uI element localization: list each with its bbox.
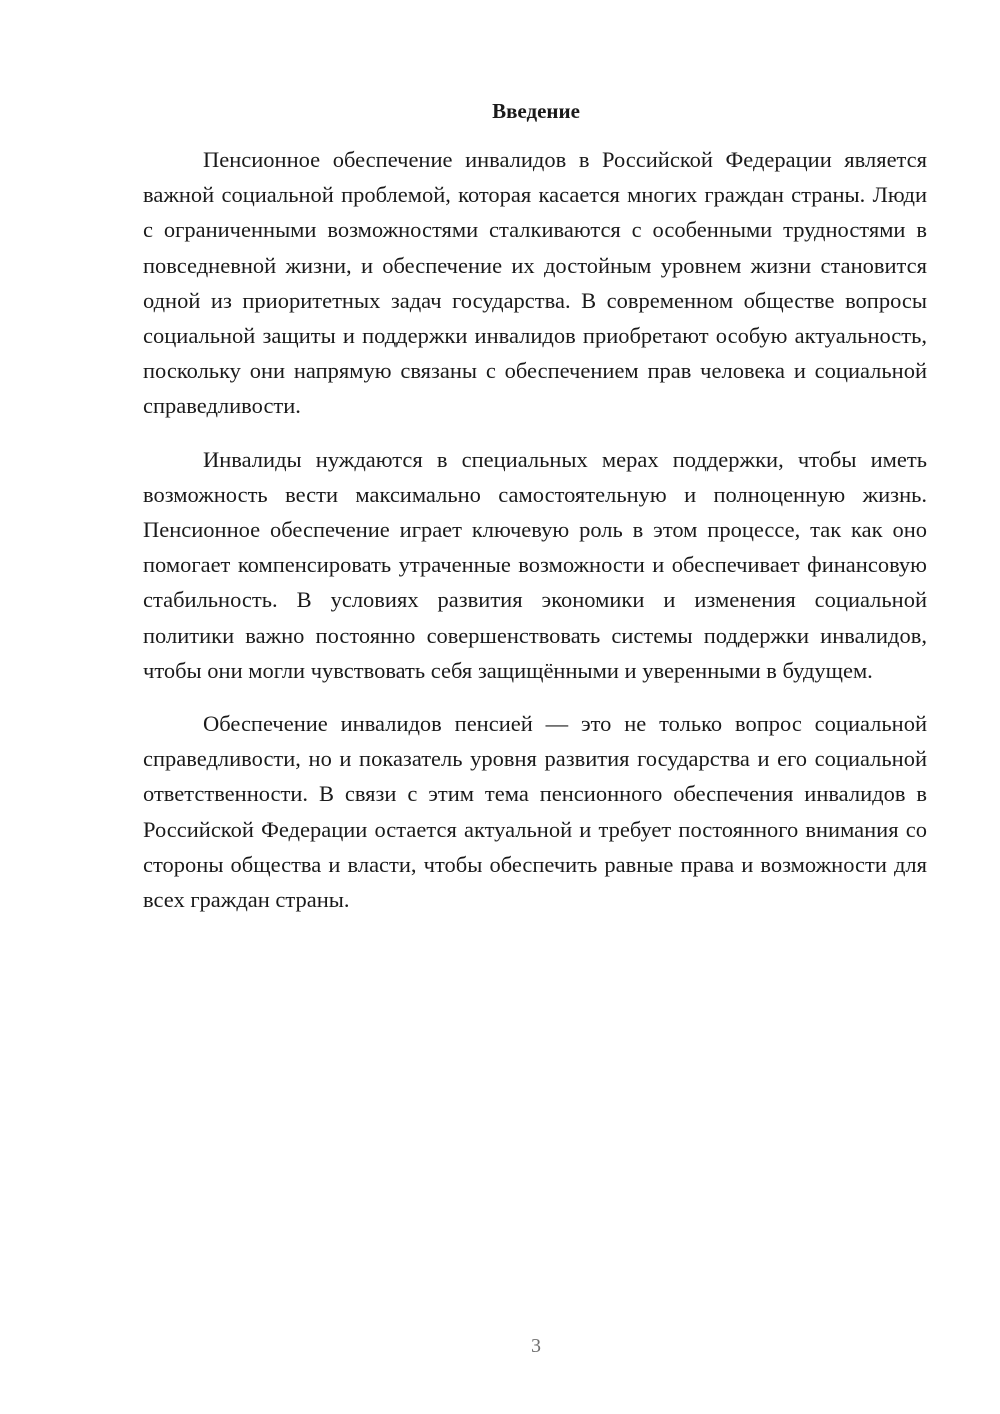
page-title: Введение: [492, 99, 580, 123]
document-body: [143, 142, 927, 935]
paragraph-3: Обеспечение инвалидов пенсией — это не только вопрос социальной справедливости, но и показатель уровня развития государства и его социальной ответственности. В связи с этим тема пенсионного обеспечения инвалидов в Российской Федерации остается актуальной и требует постоянного внимания со стороны общества и власти, чтобы обеспечить равные права и возможности для всех граждан страны.: [143, 711, 927, 913]
paragraph-2: Инвалиды нуждаются в специальных мерах поддержки, чтобы иметь возможность вести максимально самостоятельную и полноценную жизнь. Пенсионное обеспечение играет ключевую роль в этом процессе, так как оно помогает компенсировать утраченные возможности и обеспечивает финансовую стабильность. В условиях развития экономики и изменения социальной политики важно постоянно совершенствовать системы поддержки инвалидов, чтобы они могли чувствовать себя защищёнными и уверенными в будущем.: [143, 446, 927, 683]
paragraph-1: Пенсионное обеспечение инвалидов в Российской Федерации является важной социальной проблемой, которая касается многих граждан страны. Люди с ограниченными возможностями сталкиваются с особенными трудностями в повседневной жизни, и обеспечение их достойным уровнем жизни становится одной из приоритетных задач государства. В современном обществе вопросы социальной защиты и поддержки инвалидов приобретают особую актуальность, поскольку они напрямую связаны с обеспечением прав человека и социальной справедливости.: [143, 147, 927, 419]
page-number: 3: [531, 1335, 541, 1357]
